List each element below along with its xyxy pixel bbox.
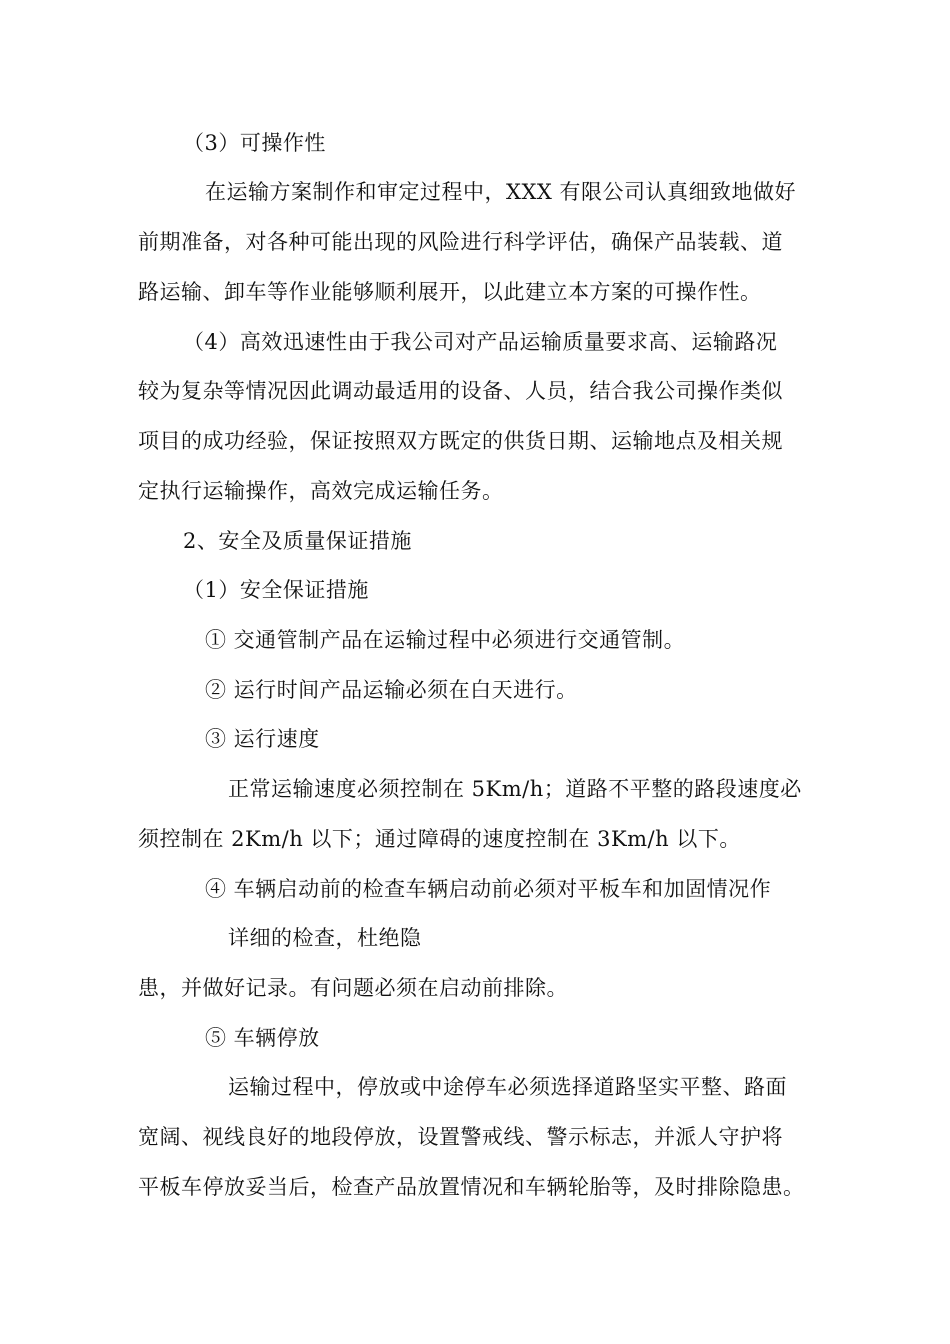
heading-operability: （3）可操作性: [183, 131, 326, 155]
list-item-running-time: ② 运行时间产品运输必须在白天进行。: [205, 678, 578, 702]
paragraph-line: 前期准备，对各种可能出现的风险进行科学评估，确保产品装载、道: [138, 230, 783, 254]
section-heading-safety-quality: 2、安全及质量保证措施: [183, 529, 412, 553]
list-item-vehicle-parking: ⑤ 车辆停放: [205, 1026, 320, 1050]
list-item-pre-start-check: ④ 车辆启动前的检查车辆启动前必须对平板车和加固情况作: [205, 877, 772, 901]
paragraph-line: 详细的检查，杜绝隐: [228, 926, 422, 950]
paragraph-line: 患，并做好记录。有问题必须在启动前排除。: [138, 976, 568, 1000]
paragraph-line: 平板车停放妥当后，检查产品放置情况和车辆轮胎等，及时排除隐患。: [138, 1175, 805, 1199]
list-item-running-speed: ③ 运行速度: [205, 727, 320, 751]
paragraph-line: 定执行运输操作，高效完成运输任务。: [138, 479, 504, 503]
paragraph-line: 较为复杂等情况因此调动最适用的设备、人员，结合我公司操作类似: [138, 379, 783, 403]
paragraph-line: 在运输方案制作和审定过程中，XXX 有限公司认真细致地做好: [205, 180, 797, 204]
heading-safety-measures: （1）安全保证措施: [183, 578, 369, 602]
paragraph-line: 宽阔、视线良好的地段停放，设置警戒线、警示标志，并派人守护将: [138, 1125, 783, 1149]
paragraph-line: 路运输、卸车等作业能够顺利展开，以此建立本方案的可操作性。: [138, 280, 762, 304]
paragraph-line: 项目的成功经验，保证按照双方既定的供货日期、运输地点及相关规: [138, 429, 783, 453]
paragraph-line: 运输过程中，停放或中途停车必须选择道路坚实平整、路面: [228, 1075, 787, 1099]
list-item-traffic-control: ① 交通管制产品在运输过程中必须进行交通管制。: [205, 628, 686, 652]
paragraph-line: 正常运输速度必须控制在 5Km/h；道路不平整的路段速度必: [228, 777, 802, 801]
heading-efficiency: （4）高效迅速性由于我公司对产品运输质量要求高、运输路况: [183, 330, 778, 354]
paragraph-line: 须控制在 2Km/h 以下；通过障碍的速度控制在 3Km/h 以下。: [138, 827, 741, 851]
